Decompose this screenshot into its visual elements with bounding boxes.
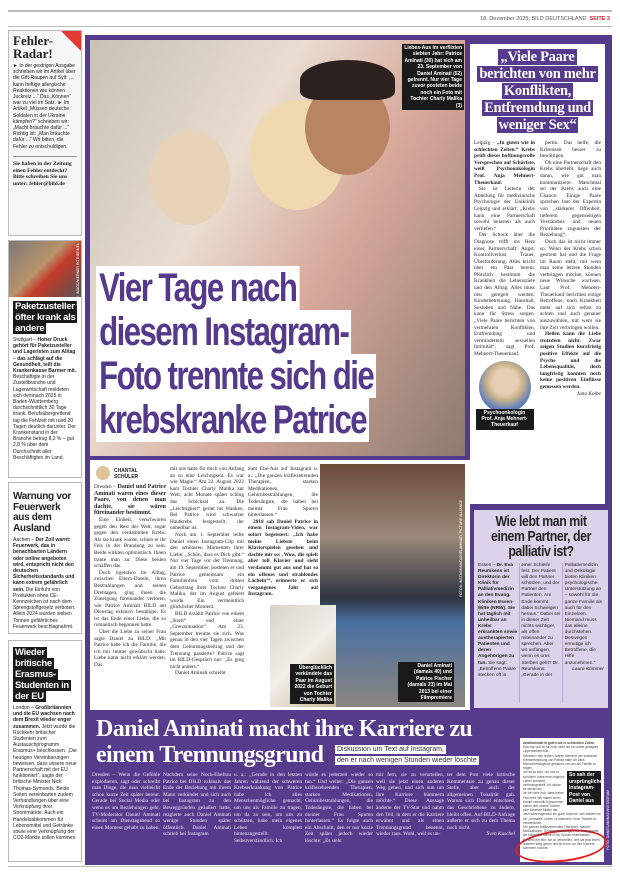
palliativ-headline: Wie lebt man mit einem Partner, der palliativ ist? bbox=[491, 513, 591, 560]
page-number: SEITE 3 bbox=[589, 16, 610, 22]
photo-caption: Liebes-Aus im verflixten siebten Jahr: Patrice Aminati (30) hat sich am 23. September von Daniel Aminati (52) getrennt. Nur vier Tage zuvor posteten beide noch ein Foto mit Tochter Charly Malika (3) bbox=[402, 44, 464, 110]
date: 18. Dezember 2025, BILD DEUTSCHLAND bbox=[480, 16, 587, 22]
paket-title: Paketzusteller öfter krank als andere bbox=[15, 301, 76, 334]
bottom-col-1: Dresden – Wenn die Gefühle explodieren, sagt oder schreibt man Dinge, die man vielleicht schon kurze Zeit später bereut. Gerade bei Social Media oder wenn es um Beziehungen geht. TV-Moderator Daniel Aminati scheint am Dienstagabend so einen Moment gehabt zu haben. bbox=[92, 772, 160, 831]
author-avatar bbox=[96, 466, 110, 480]
fehler-radar-box bbox=[8, 30, 82, 236]
insta-photo-credit: FOTO: DANIELAMINATI/INSTAGRAM bbox=[606, 790, 610, 850]
paket-photo bbox=[9, 241, 81, 306]
instagram-post: danielaminati In guten wie in schlechten Zeiten. Das war und ist für mich nicht nur ein daher gesagtes Lippenbekenntnis. Gerade in den letzten Jahren während der schweren Krebserkrankung von Patrice habe ich alles Menschenmögliche gemacht, um uns als Familie zu tragen, So sah der ursprüngliche Instagram-Post von Daniel aus um da zu sein, um uns zu schützen, habe mein eigenes Leben komplett hintenangestellt. Ich würde es wieder tun. Ich bin sehr froh, dass meine Frau lebt. Wir haben einen Kampf vermutlich gewonnen haben und unsere Tochter eine liebende Mutter hat. Jetzt wäre eigentlich ein guter Moment, sich wieder um ein „normales“ Leben zu kümmern, neue Träume zu verwirklichen. Die ganzen kräftezehrenden Therapien, starken Medikationen, Gehirnbestrahlungen, die Todesängste, die haben bei meiner Frau Spuren hinterlassen. Es steht mir fern, sie zu verurteilen, weil sie jetzt einen anderen Weg gehen und sich nun um ihre Karriere kümmern möchte. bbox=[523, 741, 603, 851]
fehler-title: Fehler-Radar! bbox=[13, 33, 53, 61]
top-rule bbox=[8, 10, 612, 12]
author-name: CHANTAL SCHÜLER bbox=[114, 468, 139, 480]
interview-headline: „Viele Paare berichten von mehr Konflikten, Entfremdung und weniger Sex“ bbox=[479, 49, 596, 133]
erasmus-article bbox=[8, 640, 82, 862]
article-col-3: zum Ehe-Aus auf Instagram u. a.: „Die ganzen kräftezehrenden Therapien, starken Medikationen, Gehirnbestrahlungen, die Todesängste, die haben bei meiner Frau Spuren hinterlassen.“ 2018 sah Daniel Patrice in einem Instagram-Video, war sofort begeistert: „Ich habe meine Liebste beim Klavierspielen gesehen und dachte mir so: ‚Wow, die spielt aber toll Klavier und sieht verdammt gut aus und hat so ein offenes und strahlendes Lächeln‘“, erinnerte er sich vergangenes Jahr auf Instagram. bbox=[248, 466, 318, 598]
child-figure bbox=[150, 130, 230, 225]
premiere-caption: Daniel Aminati (damals 40) und Patrice Fischer (damals 23) im Mai 2013 bei einer Filmpremiere bbox=[398, 662, 454, 702]
article-col-1: Dresden – Daniel und Patrice Aminati waren eines dieser Paare, von denen man dachte, sie wären füreinander bestimmt. Eine Einheit, verschworen gegen den Rest der Welt, sogar gegen den verdammten Krebs. Als sie krank wurde, schien er ihr Fels in der Brandung zu sein. Beide wirkten optimistisch. Ihnen traute man zu: Diese beiden schaffen das. Doch irgendwo im Alltag, zwischen Eltern-Dasein, ihren Bestrahlungen und seinen Drehtagen, ging ihnen die Zuneigung füreinander verloren, wie Patrice Aminati BILD am Dienstag exklusiv bestätigte. Es ist das Ende einer Liebe, die so romantisch begonnen hatte. Über die Liebe zu seiner Frau sagte Daniel zu BILD: „Mit Patrice habe ich die Familie, die ich mir immer gewünscht habe. Liebe kann nicht erklärt werden. Das bbox=[94, 484, 167, 669]
fehler-text: ► In der gestrigen Ausgabe schrieben wir im Artikel über die Gift-Raupen auf Sylt: „... kann heftige allergische Reaktionen wie können Juckreiz ...“ Das „Können“ war zu viel im Satz. ► Im Artikel „Müssen deutsche Soldaten in der Ukraine kämpfen?“ schrieben wir: „Macht bräuchte dafür ...“ Richtig ist: „Man bräuchte dafür ...“ Wir bitten, die Fehler zu entschuldigen. bbox=[13, 63, 76, 150]
paket-article bbox=[8, 240, 82, 478]
instagram-caption: So sah der ursprüngliche Instagram-Post von Daniel aus bbox=[569, 772, 603, 805]
page-header bbox=[480, 16, 610, 22]
paket-body: Stuttgart – Hoher Druck gehört für Paketzusteller und Lageristen zum Alltag – das schlägt auf die Gesundheit, teilt die Krankenkasse Barmer mit. Beschäftigte in der Zustellbranche und Lagerwirtschaft meldeten sich demnach 2025 in Baden-Württemberg durchschnittlich 30 Tage krank. Berufsübergreifend lag die Fehlzeit mit rund 20 Tagen deutlich darunter. Der Krankenstand in der Branche betrug 8,2 % – gut 2,8 % über dem Durchschnitt aller Beschäftigten im Land. bbox=[13, 337, 77, 461]
palliativ-author: Laura Krimmer bbox=[572, 666, 604, 672]
feuerwerk-title: Warnung vor Feuerwerk aus dem Ausland bbox=[13, 491, 71, 534]
feuerwerk-body: Aachen – Der Zoll warnt: Feuerwerk, das in benachbarten Ländern oder online angeboten wird, entspricht nicht den deutschen Sicherheitsstandards und kann extrem gefährlich sein. Die Einfuhr von Produkten ohne CE-Kennzeichen ist nach dem Sprengstoffgesetz verboten. Allein 2024 wurden sieben Tonnen gefährliches Feuerwerk beschlagnahmt. bbox=[13, 537, 76, 630]
subline-1: Diskussion um Text auf Instagram, bbox=[337, 746, 444, 753]
psychoonkologin-caption: Psychoonkologin Prof. Anja Mehnert-Theuerkauf bbox=[476, 409, 534, 430]
erasmus-title: Wieder britische Erasmus-Studenten in der EU bbox=[15, 647, 69, 702]
corner-flag-icon bbox=[60, 30, 82, 52]
palliativ-box bbox=[474, 510, 608, 708]
bottom-col-6: ter dem Post viele kritische Kommentare zu genau dieser Stelle, aber auch der allgemeinen Tonalität gab. Warum sich Daniel entschied, das Geschriebene zu ändern, bleibt offen. Auf BILD-Anfrage äußerte er sich zu dem Thema noch nicht. Sven Kuschel bbox=[447, 772, 515, 838]
hair bbox=[300, 60, 395, 100]
bottom-col-3: u. a.: „Gerade in den letzten Jahren während der schweren Krebserkrankung von Patrice habe ich alles Menschenmögliche gemacht, um uns als Familie zu tragen, um da zu sein, um uns zu schützen, habe mein eigenes Leben komplett hintenangestellt. Selbstverständlich. Ich bbox=[234, 772, 302, 844]
feuerwerk-article bbox=[8, 482, 82, 634]
psychoonkologin-figure bbox=[474, 361, 535, 430]
main-article bbox=[90, 460, 470, 710]
header-rule bbox=[8, 26, 612, 27]
interview-author: Jana Kolbe bbox=[576, 390, 601, 397]
baby-caption: Überglücklich verkündete das Paar im August 2022 die Geburt von Tochter Charly Malika bbox=[290, 664, 334, 704]
psychoonkologin-photo bbox=[479, 361, 531, 413]
interview-panel bbox=[470, 44, 605, 504]
main-photo-credit: FOTOS: INSTAGRAM/DANIELAMINATI, PICTURE ALLIANCE bbox=[459, 500, 463, 598]
subline-2: den er nach wenigen Stunden wieder löschte bbox=[337, 757, 477, 764]
paket-photo-credit: FOTO: IMAGO/WERNER ROTHERMEL bbox=[76, 243, 80, 306]
bottom-col-5: mir fern, sie zu verurteilen, weil sie jetzt einen anderen Weg gehen, und sich nun um ihre Karriere kümmern möchte.“ Diese Aussage änderte der TV-Star und nahm den Teil, in dem er die Karriere erwähnt und als einen Trennungsgrund benennt, wieder raus. Wohl, weil es un- bbox=[376, 772, 444, 838]
bottom-col-2: Nachdem seine Noch-Ehefrau Patrice bei BILD exklusiv das Ende der Beziehung mit ihrem Mann verkündet und sich auch bei Instagram zu den Beweggründen geäußert hatte, reagierte auch Daniel Aminati wenige Stunden später öffentlich. Daniel Aminati schrieb bei Instagram bbox=[163, 772, 231, 838]
palliativ-body: Essen – Dr. Eva Reumkens ist Direktorin der Klinik für Palliativmedizin an den Evang. Kliniken Essen-Mitte (NRW). Sie hat täglich mit unheilbar an Krebs erkrankten sowie austherapierten Patienten und deren Angehörigen zu tun. Sie sagt: „Betroffene Paare stecken oft in einer Schleife fest. Der Patient will den Partner schützen, und der Partner den Patienten. Am Ende kommt dabei Schweigen heraus.“ Dabei sei in dieser Zeit nichts wichtiger, als offen miteinander zu sprechen. Aber wo anfangen, wenn es ums Sterben geht? Dr. Reumkens: „Gerade in der Palliativmedizin und Onkologie bieten Kliniken psychologische Unterstützung an – sowohl für die ganze Familie als auch für den Einzelnen. Niemand muss das alleine durchstehen. Deswegen ermutige ich Betroffene, die Hilfe anzunehmen.“ Laura Krimmer bbox=[478, 563, 604, 678]
bottom-col-4: würde es jederzeit wieder so tun.“ Und weiter: „Die ganzen kräftezehrenden Therapien, starken Medikationen, Gehirnbestrahlungen, die Todesängste, die haben bei meiner Frau Spuren hinterlassen.“ Es folgte auch ein Abschnitt, den er nur kurze Zeit später jedoch wieder löschte: „Es steht bbox=[305, 772, 373, 844]
erasmus-body: London – Großbritannien und die EU wachsen nach dem Brexit wieder enger zusammen. Jetzt wurde die Rückkehr britischer Studenten zum Austauschprogramm Erasmus+ beschlossen. „Die heutigen Vereinbarungen beweisen, dass unsere neue Partnerschaft mit der EU funktioniert“, sagte der britische Minister Nick Thomas-Symonds. Beide Seiten vereinbarten zudem Verhandlungen über eine Verknüpfung ihrer Strommärkte. Auch ein Handelsabkommen für Lebensmittel und Getränke sowie eine Verknüpfung der CO2-Märkte sollen kommen. bbox=[13, 705, 77, 842]
bottom-author: Sven Kuschel bbox=[486, 831, 515, 838]
fehler-cta[interactable]: Sie haben in der Zeitung einen Fehler entdeckt? Bitte schreiben Sie uns unter: fehler@bild.de bbox=[13, 160, 72, 188]
main-headline: Vier Tage nach diesem Instagram- Foto trennte sich die krebskranke Patrice bbox=[96, 266, 376, 442]
bottom-rule bbox=[8, 866, 612, 867]
article-col-2: mit uns hatte für mich von Anfang an so eine Leichtigkeit. Es war wie Magie.“ Am 22. August 2022 kam Tochter Charly Malika zur Welt, acht Monate später schlug das Schicksal zu. Die „Leichtigkeit“ geriet ins Wanken. Bei Patrice wird schwarzer Hautkrebs festgestellt, der unheilbar ist. Noch am 1. September teilte Daniel einen Instagram-Clip mit den schönsten Momenten ihrer Liebe: „Schön, dass es Dich gibt.“ Nur vier Tage vor der Trennung, am 19. September, posteten er und Patrice gemeinsam ein Familienfoto vom dritten Geburtstag ihrer Tochter Charly Malika, der im August gefeiert wurde. Ein vermeintlich glücklicher Moment. BILD erzählt Patrice von einem „Streit“ und einer „Grenzsituation“. Am 23. September trennte sie sich. Was genau in den vier Tagen zwischen dem Geburtstagsbeitrag und der Trennung passierte? Patrice sagt im BILD-Gespräch nur: „Es ging nicht anders.“ Daniel Aminati schreibt bbox=[170, 466, 244, 677]
bottom-headline: Daniel Aminati macht ihre Karriere zu einem Trennungsgrund bbox=[96, 716, 473, 768]
interview-body: Leipzig – „In guten wie in schlechten Zeiten.“ Krebs prüft dieses hoffnungsvolle Versprechen auf Schärfste, weiß Psychoonkologin Prof. Anja Mehnert-Theuerkauf. Sie ist Leiterin der Abteilung für medizinische Psychologie der Uniklinik Leipzig und erklärt: „Krebs kann eine Partnerschaft sowohl belasten als auch vertiefen.“ Der Schock über die Diagnose trifft ins Herz einer Partnerschaft: Angst, Kontrollverlust, Trauer, Überforderung. Alles bricht über ein Paar herein. Plötzlich bestimmt die Krankheit die Lebensziele und den Alltag. Alles muss neu geregelt werden: Kinderbetreuung, Haushalt, Sexleben und Nähe. Das kann für Stress sorgen. „Viele Paare berichten von vermehrten Konflikten, Entfremdung und vermindertem sexuellen Intimität“, sagt Prof. Mehnert-Theuerkauf. Psychoonkologin Prof. Anja Mehnert-Theuerkauf pertin. Das helfe, die Krisenzeit besser zu bewältigen. Ob eine Partnerschaft den Krebs überlebt, liege auch daran, wie gut man kommuniziere. Manchmal sei der Krebs auch eine Chance: Einige Paare sprechen laut der Expertin von „stärkerer Offenheit, tieferem gegenseitigen Verständnis und neuen Prioritäten zugunsten der Beziehung“. Doch das ist nicht immer so. Wenn der Krebs schon gestreut hat und die Frage im Raum steht, mit wem man seine letzten Stunden verbringen möchte, können neue Wünsche wachsen. Laut Prof. Mehnert-Theuerkauf berichten einige Betroffene, nach Krankheit mehr auf sich selbst zu achten und auch genauer auszuwählen, mit wem sie ihre Zeit verbringen wollen. Heilen kann die Liebe trotzdem nicht. Zwar zeigen Studien kurzfristig positive Effekte auf die Psyche und die Lebensqualität, doch langfristig konnten noch keine positiven Einflüsse gemessen werden. Jana Kolbe bbox=[474, 140, 601, 429]
